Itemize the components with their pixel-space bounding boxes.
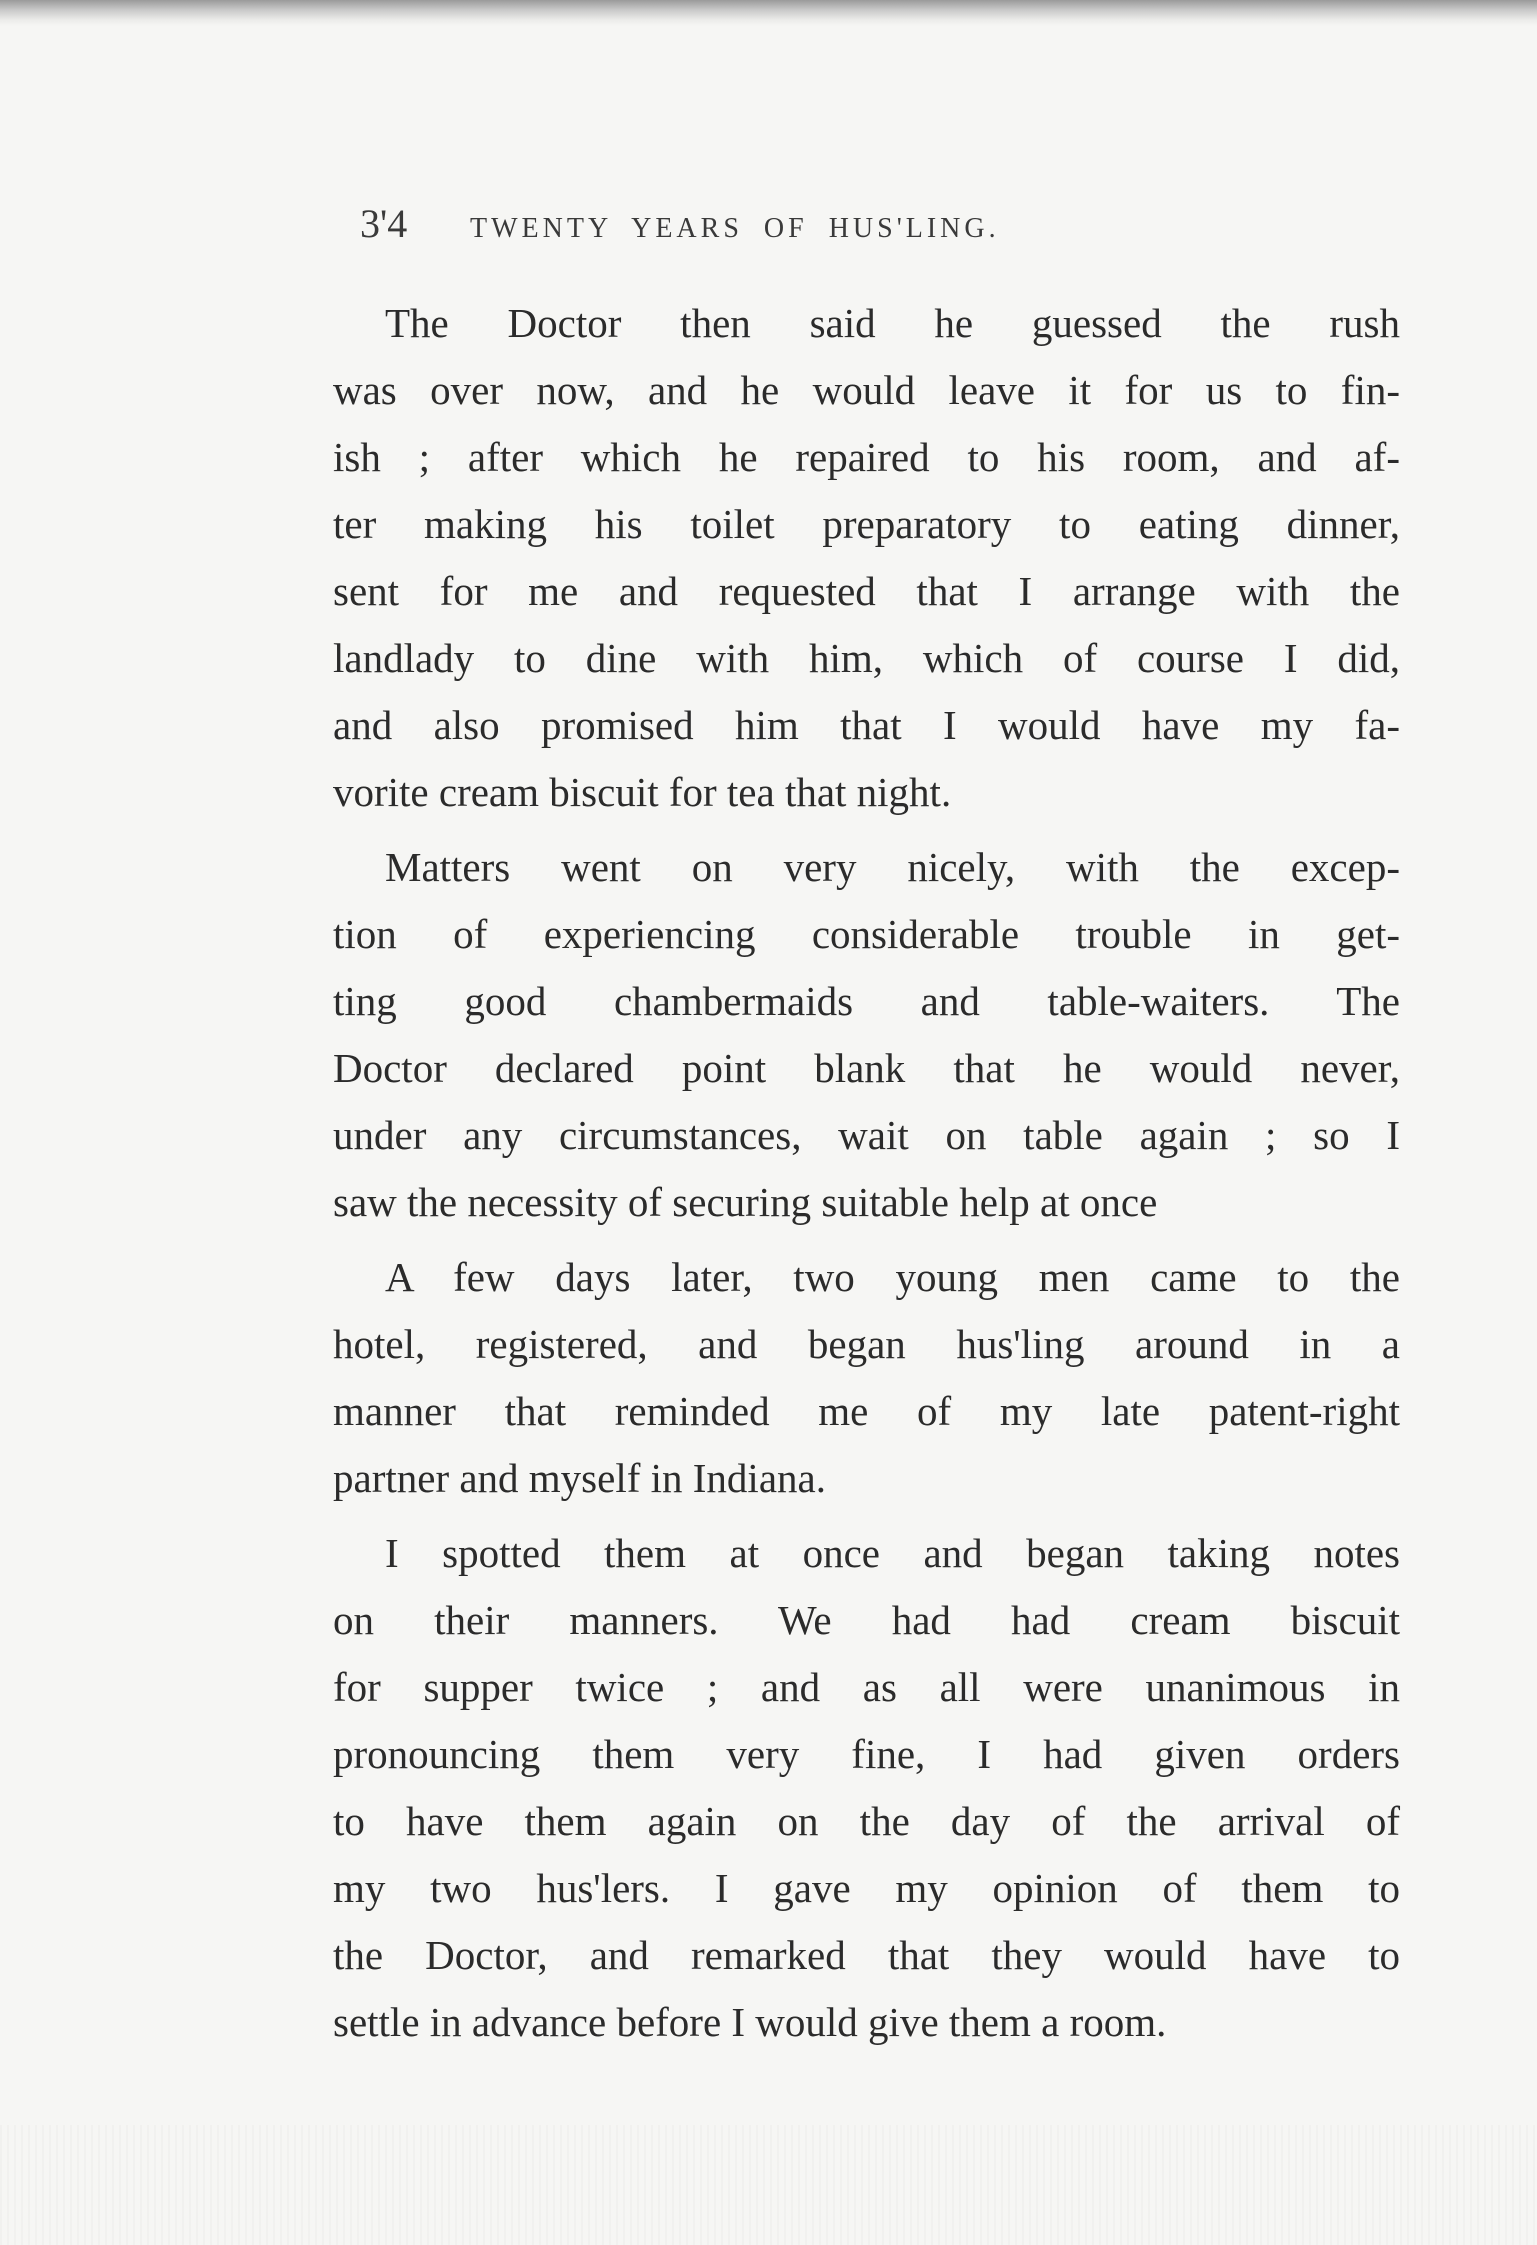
text-line: vorite cream biscuit for tea that night. xyxy=(333,769,952,815)
text-line: sent for me and requested that I arrange with the xyxy=(333,568,1400,614)
text-line: saw the necessity of securing suitable help at once xyxy=(333,1179,1158,1225)
text-line: Doctor declared point blank that he would never, xyxy=(333,1045,1400,1091)
page-number: 3'4 xyxy=(360,201,408,246)
text-line: the Doctor, and remarked that they would have to xyxy=(333,1932,1400,1978)
text-line: ting good chambermaids and table-waiters. The xyxy=(333,978,1400,1024)
text-line: I spotted them at once and began taking notes xyxy=(385,1530,1400,1576)
scan-edge xyxy=(0,0,1537,26)
body-text xyxy=(333,290,1400,2056)
text-line: for supper twice ; and as all were unanimous in xyxy=(333,1664,1400,1710)
text-line: partner and myself in Indiana. xyxy=(333,1455,826,1501)
text-line: hotel, registered, and began hus'ling around in a xyxy=(333,1321,1400,1367)
text-line: on their manners. We had had cream biscuit xyxy=(333,1597,1400,1643)
text-line: manner that reminded me of my late patent-right xyxy=(333,1388,1400,1434)
paragraph-1 xyxy=(333,290,1400,826)
text-line: under any circumstances, wait on table again ; so I xyxy=(333,1112,1400,1158)
text-line: settle in advance before I would give them a room. xyxy=(333,1999,1167,2045)
scan-noise xyxy=(0,2125,1537,2245)
text-line: A few days later, two young men came to the xyxy=(385,1254,1400,1300)
running-title: TWENTY YEARS OF HUS'LING. xyxy=(470,213,1000,244)
text-line: tion of experiencing considerable trouble in get- xyxy=(333,911,1400,957)
text-line: landlady to dine with him, which of course I did, xyxy=(333,635,1400,681)
text-line: to have them again on the day of the arrival of xyxy=(333,1798,1400,1844)
paragraph-4 xyxy=(333,1520,1400,2056)
running-head xyxy=(360,200,1240,250)
text-line: pronouncing them very fine, I had given orders xyxy=(333,1731,1400,1777)
paragraph-3 xyxy=(333,1244,1400,1512)
text-line: was over now, and he would leave it for us to fin- xyxy=(333,367,1400,413)
text-line: ish ; after which he repaired to his room, and af- xyxy=(333,434,1400,480)
text-line: The Doctor then said he guessed the rush xyxy=(385,300,1400,346)
paragraph-2 xyxy=(333,834,1400,1236)
text-line: my two hus'lers. I gave my opinion of them to xyxy=(333,1865,1400,1911)
text-line: and also promised him that I would have my fa- xyxy=(333,702,1400,748)
text-line: Matters went on very nicely, with the excep- xyxy=(385,844,1400,890)
text-line: ter making his toilet preparatory to eating dinner, xyxy=(333,501,1400,547)
